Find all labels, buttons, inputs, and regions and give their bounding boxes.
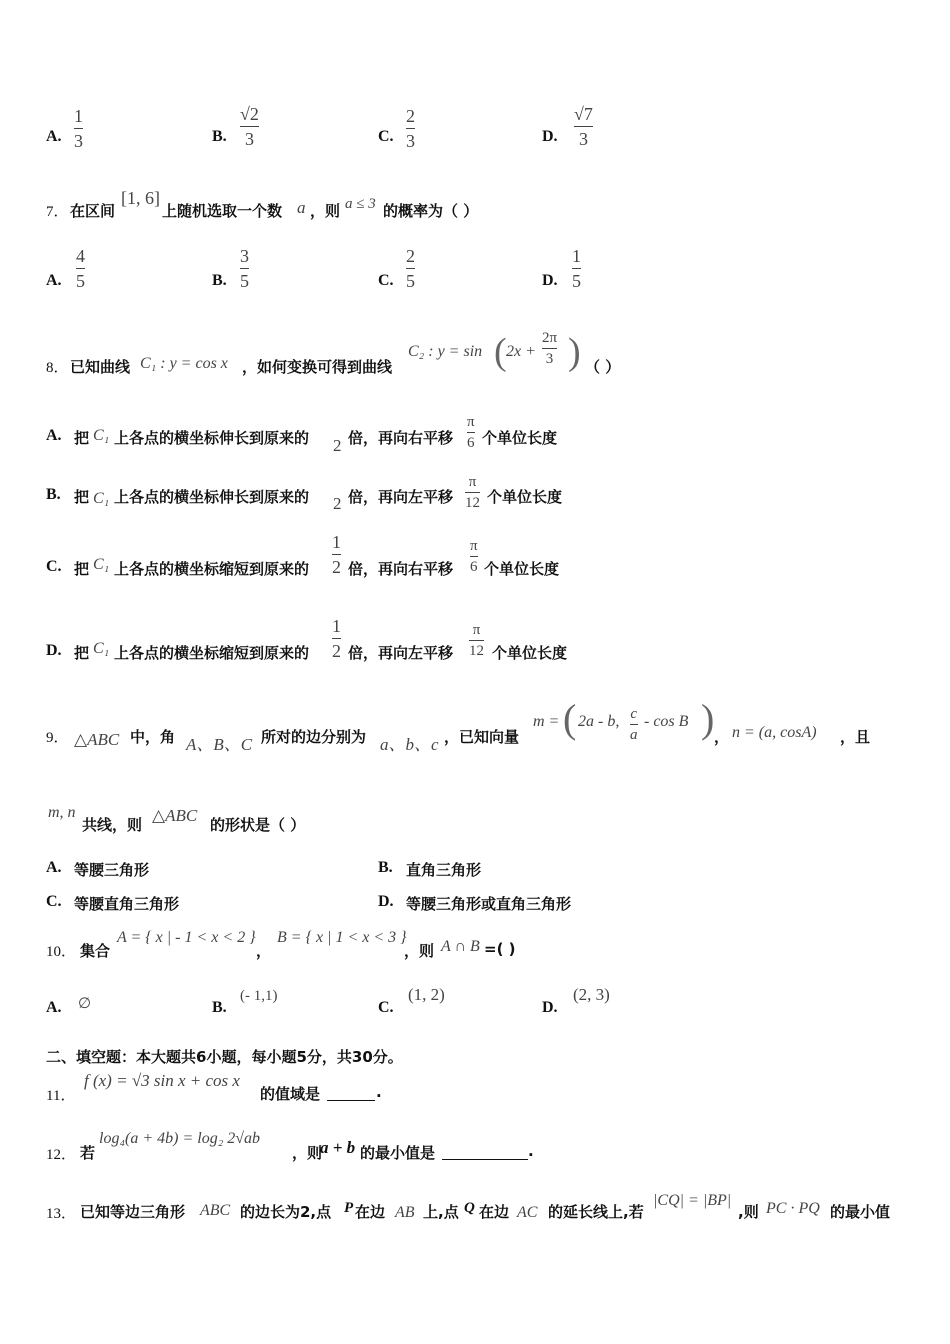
q12-text-3: 的最小值是 bbox=[360, 1144, 436, 1162]
q8-option-b-curve: C₁ bbox=[93, 490, 110, 507]
q7-text-2: 上随机选取一个数 bbox=[162, 202, 283, 220]
q6-option-b-label: B. bbox=[212, 128, 227, 145]
q8-option-d-shift: π 12 bbox=[469, 622, 484, 659]
q6-option-a-label: A. bbox=[46, 128, 62, 145]
q8-option-c-factor: 1 2 bbox=[332, 532, 341, 577]
q9-line2-text-2: 的形状是（ ） bbox=[210, 816, 306, 834]
q12-equation: log₄(a + 4b) = log₂ 2√ab bbox=[99, 1130, 261, 1147]
q13-text-8: 的最小值 bbox=[830, 1203, 891, 1221]
q9-text-5: ，且 bbox=[840, 728, 871, 746]
q8-option-b-factor: 2 bbox=[333, 494, 342, 513]
q13-text-6: 的延长线上,若 bbox=[548, 1203, 644, 1221]
q8-option-b-pre: 把 bbox=[74, 488, 90, 506]
q7-option-a-label: A. bbox=[46, 272, 62, 289]
q9-option-d-label: D. bbox=[378, 893, 394, 910]
q9-text-4: ， bbox=[714, 728, 730, 746]
q9-line2-triangle: △ABC bbox=[152, 806, 198, 825]
q8-curve-c2-prefix: C₂ : y = sin bbox=[408, 343, 483, 360]
q8-text-2: ，如何变换可得到曲线 bbox=[242, 358, 393, 376]
q8-option-a-pre: 把 bbox=[74, 429, 90, 447]
q11-text-2: . bbox=[376, 1083, 382, 1101]
q9-m-right-paren: ) bbox=[701, 696, 715, 741]
q13-dot-product: PC · PQ bbox=[766, 1200, 820, 1217]
q6-option-c-label: C. bbox=[378, 128, 394, 145]
q11-number: 11． bbox=[46, 1088, 76, 1104]
q11-function: f (x) = √3 sin x + cos x bbox=[84, 1071, 240, 1090]
q9-m-left-paren: ( bbox=[563, 696, 577, 741]
q13-text-5: 在边 bbox=[479, 1203, 510, 1221]
q10-text-1: 集合 bbox=[80, 942, 111, 960]
q9-vector-m-fraction: c a bbox=[630, 706, 638, 743]
q9-sides: a、b、c bbox=[380, 735, 439, 754]
q9-number: 9． bbox=[46, 730, 69, 746]
q10-text-2: ， bbox=[256, 942, 272, 960]
q8-left-paren: ( bbox=[494, 331, 507, 373]
q8-option-d-pre: 把 bbox=[74, 644, 90, 662]
q10-option-d-value: (2, 3) bbox=[573, 985, 610, 1004]
q10-option-a-value: ∅ bbox=[78, 996, 92, 1012]
q12-variable-sum: a + b bbox=[320, 1138, 356, 1157]
q6-option-c-fraction: 2 3 bbox=[406, 106, 415, 151]
q11-answer-blank[interactable] bbox=[327, 1086, 375, 1101]
q11-text-1: 的值域是 bbox=[260, 1085, 321, 1103]
q7-text-3: ，则 bbox=[310, 202, 341, 220]
q12-answer-blank[interactable] bbox=[442, 1145, 528, 1160]
q7-option-a-fraction: 4 5 bbox=[76, 246, 85, 291]
q7-interval: [1, 6] bbox=[121, 188, 160, 208]
q10-text-4: =( ) bbox=[484, 940, 516, 958]
q9-vectors-mn: m, n bbox=[48, 804, 76, 821]
q10-option-d-label: D. bbox=[542, 999, 558, 1016]
q8-option-d-end: 个单位长度 bbox=[492, 644, 568, 662]
q6-option-a-fraction: 1 3 bbox=[74, 106, 83, 151]
q8-option-d-curve: C₁ bbox=[93, 640, 110, 657]
q8-option-a-label: A. bbox=[46, 427, 62, 444]
q7-text-1: 在区间 bbox=[70, 202, 116, 220]
q8-option-c-curve: C₁ bbox=[93, 556, 110, 573]
q12-text-1: 若 bbox=[80, 1144, 96, 1162]
q7-variable: a bbox=[297, 198, 306, 217]
q9-triangle: △ABC bbox=[74, 730, 120, 749]
q9-vector-n: n = (a, cosA) bbox=[732, 724, 817, 741]
q8-option-c-shift: π 6 bbox=[470, 538, 478, 575]
q8-curve-c2-arg: 2x + bbox=[506, 343, 536, 360]
q9-text-1: 中，角 bbox=[130, 728, 176, 746]
q8-option-c-end: 个单位长度 bbox=[484, 560, 560, 578]
q9-vector-m-part1: 2a - b, bbox=[578, 713, 620, 730]
q8-option-c-label: C. bbox=[46, 558, 62, 575]
q9-option-d-text: 等腰三角形或直角三角形 bbox=[406, 895, 572, 913]
q9-line2-text-1: 共线，则 bbox=[82, 816, 143, 834]
q13-number: 13． bbox=[46, 1206, 77, 1222]
q6-option-b-fraction: √2 3 bbox=[240, 104, 259, 149]
q13-triangle-abc: ABC bbox=[200, 1202, 231, 1219]
q9-text-3: ，已知向量 bbox=[444, 728, 520, 746]
q8-option-a-end: 个单位长度 bbox=[482, 429, 558, 447]
q10-option-b-value: (- 1,1) bbox=[240, 988, 278, 1004]
q7-option-c-label: C. bbox=[378, 272, 394, 289]
q10-set-a: A = { x | - 1 < x < 2 } bbox=[117, 929, 256, 946]
q7-option-b-fraction: 3 5 bbox=[240, 246, 249, 291]
q7-option-d-label: D. bbox=[542, 272, 558, 289]
q12-text-4: . bbox=[528, 1142, 534, 1160]
q10-option-b-label: B. bbox=[212, 999, 227, 1016]
q10-option-a-label: A. bbox=[46, 999, 62, 1016]
q13-text-1: 已知等边三角形 bbox=[80, 1203, 186, 1221]
q9-option-b-label: B. bbox=[378, 859, 393, 876]
q13-side-ab: AB bbox=[395, 1204, 415, 1221]
q7-text-4: 的概率为（ ） bbox=[383, 202, 479, 220]
q8-option-b-mid: 上各点的横坐标伸长到原来的 bbox=[114, 488, 310, 506]
q9-vector-m-part2: - cos B bbox=[644, 713, 689, 730]
q12-number: 12． bbox=[46, 1147, 77, 1163]
q13-text-2: 的边长为2,点 bbox=[240, 1203, 332, 1221]
q8-option-b-shift: π 12 bbox=[465, 474, 480, 511]
q9-angles: A、B、C bbox=[186, 735, 253, 754]
q8-option-c-pre: 把 bbox=[74, 560, 90, 578]
q10-option-c-label: C. bbox=[378, 999, 394, 1016]
q7-condition: a ≤ 3 bbox=[345, 196, 376, 212]
q6-option-d-label: D. bbox=[542, 128, 558, 145]
q13-text-7: ,则 bbox=[738, 1203, 759, 1221]
q13-text-3: 在边 bbox=[355, 1203, 386, 1221]
q8-number: 8． bbox=[46, 360, 69, 376]
q7-option-b-label: B. bbox=[212, 272, 227, 289]
section-2-heading: 二、填空题：本大题共6小题，每小题5分，共30分。 bbox=[46, 1048, 403, 1066]
q9-text-2: 所对的边分别为 bbox=[261, 728, 367, 746]
q8-option-b-label: B. bbox=[46, 486, 61, 503]
q8-option-c-post: 倍，再向右平移 bbox=[348, 560, 454, 578]
q8-option-b-post: 倍，再向左平移 bbox=[348, 488, 454, 506]
q8-option-a-shift: π 6 bbox=[467, 414, 475, 451]
q13-side-ac: AC bbox=[517, 1204, 538, 1221]
q9-option-c-text: 等腰直角三角形 bbox=[74, 895, 180, 913]
q8-option-a-post: 倍，再向右平移 bbox=[348, 429, 454, 447]
q8-option-b-end: 个单位长度 bbox=[487, 488, 563, 506]
q10-expression: A ∩ B bbox=[441, 938, 480, 955]
q10-set-b: B = { x | 1 < x < 3 } bbox=[277, 929, 407, 946]
q7-option-c-fraction: 2 5 bbox=[406, 246, 415, 291]
q10-option-c-value: (1, 2) bbox=[408, 985, 445, 1004]
q13-text-4: 上,点 bbox=[423, 1203, 459, 1221]
q8-option-c-mid: 上各点的横坐标缩短到原来的 bbox=[114, 560, 310, 578]
q8-option-d-label: D. bbox=[46, 642, 62, 659]
q6-option-d-fraction: √7 3 bbox=[574, 104, 593, 149]
q8-right-paren: ) bbox=[568, 331, 581, 373]
q9-option-b-text: 直角三角形 bbox=[406, 861, 482, 879]
q8-text-1: 已知曲线 bbox=[70, 358, 131, 376]
q7-option-d-fraction: 1 5 bbox=[572, 246, 581, 291]
q9-option-a-label: A. bbox=[46, 859, 62, 876]
q8-curve-c2-fraction: 2π 3 bbox=[542, 330, 558, 367]
q13-point-p: P bbox=[344, 1200, 354, 1216]
q9-option-a-text: 等腰三角形 bbox=[74, 861, 150, 879]
q13-condition: |CQ| = |BP| bbox=[653, 1192, 732, 1209]
q12-text-2: ，则 bbox=[292, 1144, 323, 1162]
q8-option-d-mid: 上各点的横坐标缩短到原来的 bbox=[114, 644, 310, 662]
q8-option-a-mid: 上各点的横坐标伸长到原来的 bbox=[114, 429, 310, 447]
q7-number: 7． bbox=[46, 204, 69, 220]
q9-vector-m-label: m = bbox=[533, 713, 560, 730]
q9-option-c-label: C. bbox=[46, 893, 62, 910]
q13-point-q: Q bbox=[464, 1200, 475, 1216]
q8-option-a-factor: 2 bbox=[333, 436, 342, 455]
q8-option-d-post: 倍，再向左平移 bbox=[348, 644, 454, 662]
q8-option-d-factor: 1 2 bbox=[332, 616, 341, 661]
q8-curve-c1: C₁ : y = cos x bbox=[140, 355, 228, 372]
q10-number: 10． bbox=[46, 944, 77, 960]
q10-text-3: ，则 bbox=[404, 942, 435, 960]
q8-option-a-curve: C₁ bbox=[93, 427, 110, 444]
q8-text-3: （ ） bbox=[585, 358, 621, 376]
